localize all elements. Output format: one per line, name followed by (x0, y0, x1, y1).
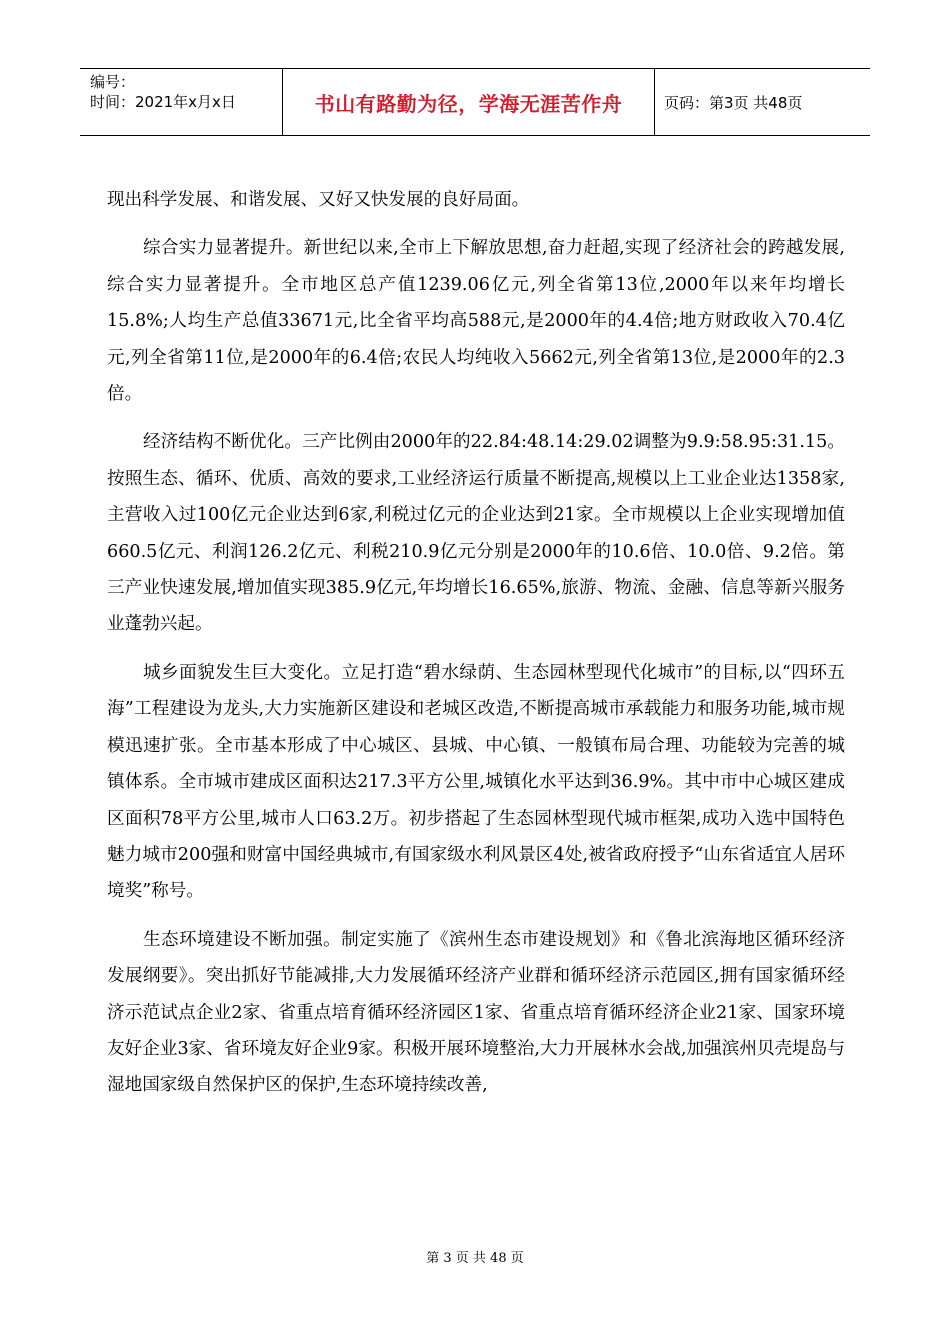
document-header (80, 68, 870, 136)
paragraph-continuation: 现出科学发展、和谐发展、又好又快发展的良好局面。 (107, 190, 530, 210)
paragraph-ecology: 生态环境建设不断加强。制定实施了《滨州生态市建设规划》和《鲁北滨海地区循环经济发展纲要》。突出抓好节能减排,大力发展循环经济产业群和循环经济示范园区,拥有国家循环经济示范试点企业2家、省重点培育循环经济园区1家、省重点培育循环经济企业21家、国家环境友好企业3家、省环境友好企业9家。积极开展环境整治,大力开展林水会战,加强滨州贝壳堤岛与湿地国家级自然保护区的保护,生态环境持续改善, (107, 929, 845, 1096)
paragraph-comprehensive-strength: 综合实力显著提升。新世纪以来,全市上下解放思想,奋力赶超,实现了经济社会的跨越发展,综合实力显著提升。全市地区总产值1239.06亿元,列全省第13位,2000年以来年均增长15.8%;人均生产总值33671元,比全省平均高588元,是2000年的4.4倍;地方财政收入70.4亿元,列全省第11位,是2000年的6.4倍;农民人均纯收入5662元,列全省第13位,是2000年的2.3倍。 (107, 238, 845, 405)
header-meta-cell (80, 69, 283, 135)
paragraph-economic-structure: 经济结构不断优化。三产比例由2000年的22.84:48.14:29.02调整为9.9:58.95:31.15。按照生态、循环、优质、高效的要求,工业经济运行质量不断提高,规模以上工业企业达1358家,主营收入过100亿元企业达到6家,利税过亿元的企业达到21家。全市规模以上企业实现增加值660.5亿元、利润126.2亿元、利税210.9亿元分别是2000年的10.6倍、10.0倍、9.2倍。第三产业快速发展,增加值实现385.9亿元,年均增长16.65%,旅游、物流、金融、信息等新兴服务业蓬勃兴起。 (107, 432, 845, 635)
number-label: 编号： (90, 73, 136, 91)
motto-text: 书山有路勤为径，学海无涯苦作舟 (314, 91, 623, 116)
page-info-cell (655, 69, 870, 135)
time-label: 时间：2021年x月x日 (90, 93, 236, 111)
document-body (107, 182, 845, 1104)
footer-page-number: 第 3 页 共 48 页 (426, 1251, 524, 1266)
page-footer (0, 1247, 950, 1266)
page-info-text: 页码：第3页 共48页 (664, 93, 803, 112)
motto-cell (283, 69, 655, 135)
paragraph-urban-rural: 城乡面貌发生巨大变化。立足打造“碧水绿荫、生态园林型现代化城市”的目标,以“四环五海”工程建设为龙头,大力实施新区建设和老城区改造,不断提高城市承载能力和服务功能,城市规模迅速扩张。全市基本形成了中心城区、县城、中心镇、一般镇布局合理、功能较为完善的城镇体系。全市城市建成区面积达217.3平方公里,城镇化水平达到36.9%。其中市中心城区建成区面积78平方公里,城市人口63.2万。初步搭起了生态园林型现代城市框架,成功入选中国特色魅力城市200强和财富中国经典城市,有国家级水利风景区4处,被省政府授予“山东省适宜人居环境奖”称号。 (107, 662, 845, 902)
